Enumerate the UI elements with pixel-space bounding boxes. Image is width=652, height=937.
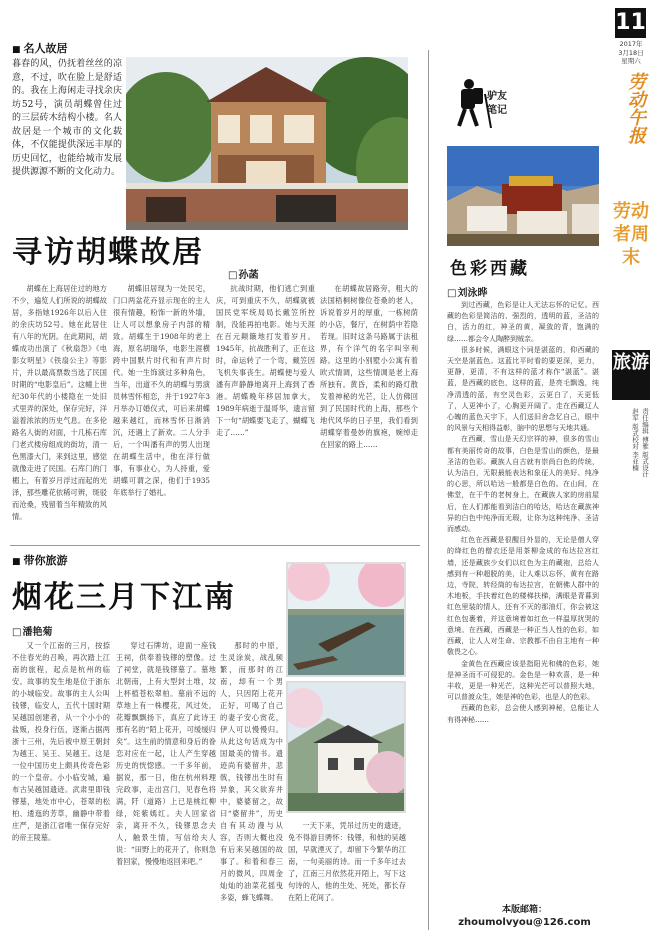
page-number: 11 — [615, 8, 646, 38]
article3-body: 到过西藏，色彩是让人无法忘怀的记忆。西藏的色彩是简洁的、强烈的，透明的蓝，圣洁的白，活力的红，神圣的黄，凝敛的青，饱满的绿……都会令人陶醉到贼亲。 很多时候，满眼这个词是湛蓝的，仰西藏的天空是湛蓝色。这蓝比平时看的要更深，更力，更静，更清，不有这样的蓝才称作“湛蓝”。湛蓝，是西藏的底色，这样的蓝，是亮毛飘逸，纯净清透的蓝，有空灵色彩，云更白了，天更低了，人更神小了，心胸更开阔了。走在西藏辽人心魄的蓝色天宇下，人们送旧舍念忆自己，眼中的风景与天相得益彰，脑中的思想与天地共通。 在西藏，雪山是天幻宗祥的神，很多的雪山都有美丽传奇的故事，白色是雪山的颜色，是最圣洁的色彩。藏族人自古就有崇尚白色的传统，认为洁白，无限最能表达和象征人的美好、纯净的心思，所以哈达一般都是白色的。在山间，在佛堂，在干牛的老树身上，在藏族人家的房前屋后，在人们都能看到洁白的哈达，哈达在藏族神异的白色中纯净而无瑕，让你为这种纯净、圣洁而感动。 红色在西藏是很醒目外显的，无论是僧人穿的绛红色的僧衣还是用茶柳金成的布达拉宫红墙，还是藏族少女们以红色为主的藏袍，总给人感到有一种超脱的美，让人难以忘怀，黄有在路边，寺院，转经筒的布达拉宫，在朝佛人群中的木地板，手扶着红色的楼梯扶梯，满眼是青暮到红色里装的情人，还有不灭的那油灯，你会被这红色包裹着，并这意境着如红色一样温厚扰哭的意境。在西藏，西藏是一种正当人性的色彩，如西藏，让人人对生命、宗教都不由自主地有一种敬畏之心。 金黄色在西藏应该是指阳光和佛的色彩，她是神圣而不可侵犯的。金色是一种欢喜，是一种丰收，更是一种光芒，这种光芒可以普照大地，可以普渡众生，她是神的色彩，也是人的色彩。 西藏的色彩，总会使人感到神秘，总能让人有得神秘…… — [447, 301, 599, 724]
credit-editor: 责任编辑 傅雅 — [641, 408, 649, 450]
section-title-weekend: 劳动者周末 — [613, 201, 649, 268]
section-label-celebrity-homes: ■ 名人故居 — [12, 40, 68, 56]
article2-column-2: 穿过石牌坊，迎面一座钱王祠，供奉着钱镠的塑像。过了祠堂，就是钱镠墓了。墓地北朝南，上有大型封土堆，坟上杯植苍松翠柏。墓前不远的草地上有一株樱花，风过处，花瓣飘飘扬下，真应了此诗王那有名的“陌上花开，可缓缓归矣”。这生前的情意和身后的眷恋对应在一起，让人产生穿越历史的恍惚感。一千多年前，据说，那一日，他在杭州料理完政事，走出宫门，见春色将满，阡（道路）上已是桃红柳绿，姹紫嫣红。夫人回家省亲，离开不久，钱镠思念夫人，触景生情，写信给夫人说：“田野上的花开了，你则急着回家，慢慢地返回来吧。” — [116, 641, 216, 866]
article3-title: 色彩西藏 — [450, 259, 530, 279]
section-title-travel: 旅游 — [612, 350, 650, 400]
article3-byline: □ 刘泳晔 — [447, 284, 487, 299]
credits — [612, 408, 650, 480]
article1-column-2: 胡蝶旧居现为一处民宅，门口两盆花卉显示现在的主人很有情趣，粉饰一新的外墙，让人可以想象房子内部的精致。胡蝶生于1908年的老上海，原名胡瑞华，电影生涯横跨中国默片时代和有声片时代。她一生饰演过多种角色，当年，出道不久的胡蝶与男演员林雪怀相恋，并于1927年3月举办订婚仪式，可后来胡蝶越来越红，而林雪怀日渐消沉，还遇上了新欢。二人分手后，一个叫潘有声的男人出现在胡蝶生活中，他在洋行做事，有事业心，为人持重，爱胡蝶可谓之深，他们于1935年底举行了婚礼。 — [113, 284, 210, 497]
badge-text — [487, 90, 507, 118]
article1-column-1: 胡蝶在上海居住过的地方不少，遍览人们所说的胡蝶故居，多指她1926年以后入住的余庆坊52号。她在此居住有八年的光阴。在此期间，胡蝶成功出演了《秋扇怨》《电影女明星》《铁扇公主》等影片，并以最高票数当选了民国时期的“电影皇后”。这幢上世纪30年代的小楼隐在一处旧式里弄的深处，保存完好，洋溢着浓浓的历史气息。在多伦路名人街的对面，十几栋石库门老式楼房组成的街坊，清一色黑漆大门，来到这里，感觉就像走进了民国。石库门的门楣上，有着岁月浮过而起的光泽，那些雕花依稀可辨，斑驳而沧桑，残留着当年精致的风情。 — [12, 284, 107, 521]
divider — [10, 545, 420, 546]
date-year: 2017年 — [619, 40, 643, 48]
column-divider — [428, 50, 429, 930]
badge-line-1: 驴友 — [487, 91, 507, 102]
issue-date — [612, 40, 650, 66]
hiker-badge — [447, 76, 549, 134]
badge-line-2: 笔记 — [487, 105, 507, 116]
credit-designer: 版式设计 赵军 — [631, 408, 649, 478]
contact-label: 本版邮箱： — [501, 905, 547, 915]
article2-title: 烟花三月下江南 — [12, 580, 236, 615]
article2-column-1: 又一个江南的三月，按捺不住春光的召唤，再次踏上江南的旅程，起点是杭州的临安。故事的发生地是位于浙东的小城临安。故事的主人公叫钱镠，临安人，五代十国时期吴越国创建者，从一个小小的盐贩，投身行伍，逐渐占据两浙十三州，先后被中原王朝封为越王、吴王、吴越王。这是一位中国历史上颇具传奇色彩的一个皇帝。小小临安城，遍布古吴越国遗迹。武肃里即钱镠墓，地处市中心，苍翠的松柏、逶迤的芳草，幽静中带着庄严，是浙江省唯一保存完好的帝王陵墓。 — [12, 641, 110, 842]
article2-column-4: 一天下来，凭吊过历史的遗迹，免不得游目骋怀：钱镠，和他的吴越国，早就湮灭了，却留下今繁华的江南，一句美丽的诗。而一千多年过去了，江南三月依然花开陌上，写下这句诗的人，他的生处、死处，都长存在陌上花间了。 — [288, 821, 406, 902]
article2-column-3: 那时的中原，生灵涂炭，战乱频繁，而那时的江南，却有一个男人，只因陌上花开正好，可喝了自己的妻子安心赏花，伊人可以慢慢归。从此这句话成为中国最美的情书。遗迹尚有婆留井，悲戟，钱镠出生时有异象，其父欲弃井中，婆婆留之，故曰“婆留井”，历史自有其动漫与从容，否则大概也没有后来吴越国的故事了。和着和春三月的微风，四周金灿灿的油菜花摇曳多姿，蜂飞蝶舞。 — [220, 641, 283, 902]
article1-title: 寻访胡蝶故居 — [12, 235, 204, 270]
article1-column-3: 抗战时期，他们逃亡到重庆，可到重庆不久，胡蝶就被国民党军统局局长戴笠所控制，没能再拍电影。她与天涯在百元颠簸地打发着岁月。1945年，抗战胜利了，正在这时，命运转了一个弯，戴笠因飞机失事丧生。胡蝶便与爱人潘有声静静地离开上海到了香港。胡蝶晚年移居加拿大，1989年病逝于温哥华，遗言留下一句“胡蝶要飞走了，蝴蝶飞走了……” — [216, 284, 315, 437]
article1-column-4: 在胡蝶故居路旁，粗大的法国梧桐树像位苍桑的老人，诉说着岁月的厚重，一栋树荫的小店，餐厅，在树荫中若隐若现。旧时这条马路属于法租界，有个洋气的名字叫宰利路。这里的小别墅小公寓有着欧式情调，这些情调是老上海所独有。黄昏，柔和的路灯散发着神秘的光芒，让人仿佛回到了民国时代的上海，那些个地代风华的日子里，我们看到胡蝶穿着曼妙的旗袍，婉绰走在回家的路上…… — [320, 284, 418, 449]
hu-die-residence-photo — [126, 57, 408, 230]
date-day: 3月18日 — [618, 48, 644, 57]
date-weekday: 星期六 — [621, 57, 641, 65]
section-label-travel: ■ 带你旅游 — [12, 552, 68, 568]
paper-logo: 劳动午报 — [625, 72, 646, 144]
contact-box — [447, 904, 602, 929]
article1-intro: 暮春的风，仍抚着丝丝的凉意，不过，吹在脸上是舒适的。我在上海闲走寻找余庆坊52号，演员胡蝶曾住过的三层砖木结构小楼。名人故居是一个城市的文化载体，不仅能提供深远丰厚的历史回忆，也能给城市发展提供源源不断的文化动力。 — [12, 59, 122, 177]
tibet-monastery-photo — [447, 146, 599, 246]
jiangnan-boat-photo — [286, 562, 406, 677]
article2-byline: □ 潘艳菊 — [12, 623, 52, 638]
credit-proofreader: 版式校对 李亚楠 — [631, 423, 639, 471]
jiangnan-house-photo — [286, 681, 406, 813]
article1-byline: □ 孙菡 — [228, 266, 258, 281]
contact-email: zhoumolvyou@126.com — [458, 917, 591, 928]
